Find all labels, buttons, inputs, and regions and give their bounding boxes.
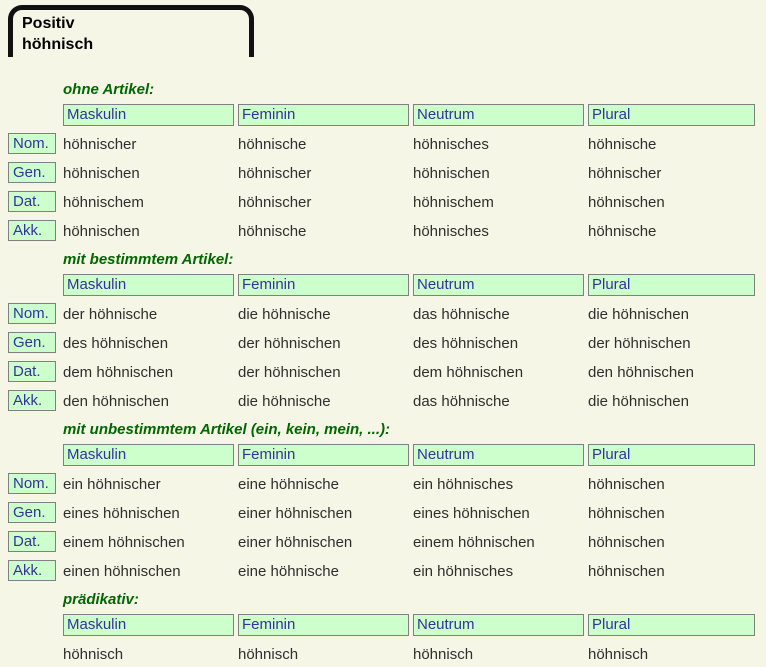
table-row xyxy=(8,643,766,667)
column-header-maskulin[interactable]: Maskulin xyxy=(63,444,234,466)
section-heading: ohne Artikel: xyxy=(63,81,155,98)
case-label-akk[interactable]: Akk. xyxy=(8,220,56,241)
column-header-maskulin[interactable]: Maskulin xyxy=(63,104,234,126)
section-heading: mit bestimmtem Artikel: xyxy=(63,251,234,268)
tab-positiv[interactable] xyxy=(8,5,254,57)
case-label-cell xyxy=(8,473,63,494)
table-cell: höhnische xyxy=(588,223,657,240)
table-row xyxy=(8,473,766,502)
table-cell: einem höhnischen xyxy=(63,534,185,551)
case-label-akk[interactable]: Akk. xyxy=(8,390,56,411)
table-cell: eine höhnische xyxy=(238,563,339,580)
section-heading: prädikativ: xyxy=(63,591,139,608)
table-row xyxy=(8,220,766,249)
column-header-neutrum[interactable]: Neutrum xyxy=(413,104,584,126)
table-cell: höhnischen xyxy=(588,476,665,493)
column-header-row xyxy=(8,444,766,466)
table-cell: höhnischen xyxy=(588,194,665,211)
table-cell: dem höhnischen xyxy=(413,364,524,381)
table-cell: des höhnischen xyxy=(63,335,169,352)
section-bestimmter-artikel xyxy=(8,251,766,419)
column-header-feminin[interactable]: Feminin xyxy=(238,104,409,126)
table-cell: die höhnischen xyxy=(588,393,689,410)
case-label-cell xyxy=(8,191,63,212)
table-cell: höhnischem xyxy=(63,194,144,211)
case-label-akk[interactable]: Akk. xyxy=(8,560,56,581)
table-cell: die höhnische xyxy=(238,393,331,410)
table-cell: höhnischen xyxy=(63,223,140,240)
table-cell: das höhnische xyxy=(413,306,510,323)
case-label-cell xyxy=(8,332,63,353)
table-cell: einem höhnischen xyxy=(413,534,535,551)
table-cell: höhnisch xyxy=(63,646,124,663)
table-cell: höhnischer xyxy=(238,165,312,182)
table-cell: höhnische xyxy=(238,136,307,153)
column-header-plural[interactable]: Plural xyxy=(588,104,755,126)
column-header-plural[interactable]: Plural xyxy=(588,614,755,636)
table-row xyxy=(8,531,766,560)
table-cell: einer höhnischen xyxy=(238,505,353,522)
column-header-maskulin[interactable]: Maskulin xyxy=(63,274,234,296)
case-label-cell xyxy=(8,303,63,324)
table-cell: höhnischen xyxy=(588,505,665,522)
case-label-nom[interactable]: Nom. xyxy=(8,303,56,324)
table-cell: das höhnische xyxy=(413,393,510,410)
table-cell: höhnisches xyxy=(413,223,489,240)
table-cell: höhnischer xyxy=(238,194,312,211)
table-cell: höhnischen xyxy=(413,165,490,182)
table-cell: höhnische xyxy=(238,223,307,240)
tab-word-label: höhnisch xyxy=(22,36,94,53)
table-cell: höhnischer xyxy=(588,165,662,182)
column-header-feminin[interactable]: Feminin xyxy=(238,274,409,296)
case-label-gen[interactable]: Gen. xyxy=(8,162,56,183)
table-cell: ein höhnischer xyxy=(63,476,161,493)
section-unbestimmter-artikel xyxy=(8,421,766,589)
case-label-cell xyxy=(8,133,63,154)
table-cell: dem höhnischen xyxy=(63,364,174,381)
table-row xyxy=(8,361,766,390)
declension-tables xyxy=(0,81,766,667)
table-row xyxy=(8,560,766,589)
table-row xyxy=(8,502,766,531)
table-cell: die höhnische xyxy=(238,306,331,323)
table-cell: höhnischem xyxy=(413,194,494,211)
case-label-cell xyxy=(8,162,63,183)
table-cell: höhnischen xyxy=(588,563,665,580)
case-label-nom[interactable]: Nom. xyxy=(8,133,56,154)
table-cell: höhnisch xyxy=(238,646,299,663)
table-cell: höhnischen xyxy=(63,165,140,182)
case-label-dat[interactable]: Dat. xyxy=(8,191,56,212)
column-header-feminin[interactable]: Feminin xyxy=(238,614,409,636)
table-cell: eines höhnischen xyxy=(413,505,530,522)
table-row xyxy=(8,191,766,220)
table-cell: eine höhnische xyxy=(238,476,339,493)
table-cell: ein höhnisches xyxy=(413,563,514,580)
case-label-nom[interactable]: Nom. xyxy=(8,473,56,494)
section-heading: mit unbestimmtem Artikel (ein, kein, mein, ...): xyxy=(63,421,391,438)
table-cell: eines höhnischen xyxy=(63,505,180,522)
column-header-neutrum[interactable]: Neutrum xyxy=(413,444,584,466)
column-header-maskulin[interactable]: Maskulin xyxy=(63,614,234,636)
table-cell: höhnisches xyxy=(413,136,489,153)
section-praedikativ xyxy=(8,591,766,667)
column-header-neutrum[interactable]: Neutrum xyxy=(413,614,584,636)
case-label-dat[interactable]: Dat. xyxy=(8,361,56,382)
table-cell: ein höhnisches xyxy=(413,476,514,493)
table-cell: höhnisch xyxy=(413,646,474,663)
table-row xyxy=(8,332,766,361)
section-ohne-artikel xyxy=(8,81,766,249)
table-cell: den höhnischen xyxy=(588,364,694,381)
column-header-feminin[interactable]: Feminin xyxy=(238,444,409,466)
column-header-neutrum[interactable]: Neutrum xyxy=(413,274,584,296)
case-label-gen[interactable]: Gen. xyxy=(8,502,56,523)
table-row xyxy=(8,162,766,191)
case-label-cell xyxy=(8,560,63,581)
column-header-plural[interactable]: Plural xyxy=(588,274,755,296)
table-cell: der höhnischen xyxy=(238,335,341,352)
case-label-cell xyxy=(8,220,63,241)
column-header-plural[interactable]: Plural xyxy=(588,444,755,466)
case-label-cell xyxy=(8,531,63,552)
table-row xyxy=(8,303,766,332)
table-cell: höhnischer xyxy=(63,136,137,153)
table-cell: der höhnischen xyxy=(238,364,341,381)
table-cell: höhnischen xyxy=(588,534,665,551)
table-row xyxy=(8,133,766,162)
table-cell: höhnisch xyxy=(588,646,649,663)
table-cell: den höhnischen xyxy=(63,393,169,410)
table-cell: des höhnischen xyxy=(413,335,519,352)
case-label-cell xyxy=(8,390,63,411)
table-cell: der höhnische xyxy=(63,306,158,323)
table-cell: der höhnischen xyxy=(588,335,691,352)
case-label-cell xyxy=(8,361,63,382)
table-cell: höhnische xyxy=(588,136,657,153)
case-label-dat[interactable]: Dat. xyxy=(8,531,56,552)
column-header-row xyxy=(8,104,766,126)
table-row xyxy=(8,390,766,419)
case-label-cell xyxy=(8,502,63,523)
column-header-row xyxy=(8,274,766,296)
column-header-row xyxy=(8,614,766,636)
table-cell: einen höhnischen xyxy=(63,563,181,580)
table-cell: einer höhnischen xyxy=(238,534,353,551)
case-label-gen[interactable]: Gen. xyxy=(8,332,56,353)
tab-degree-label: Positiv xyxy=(22,15,75,32)
table-cell: die höhnischen xyxy=(588,306,689,323)
